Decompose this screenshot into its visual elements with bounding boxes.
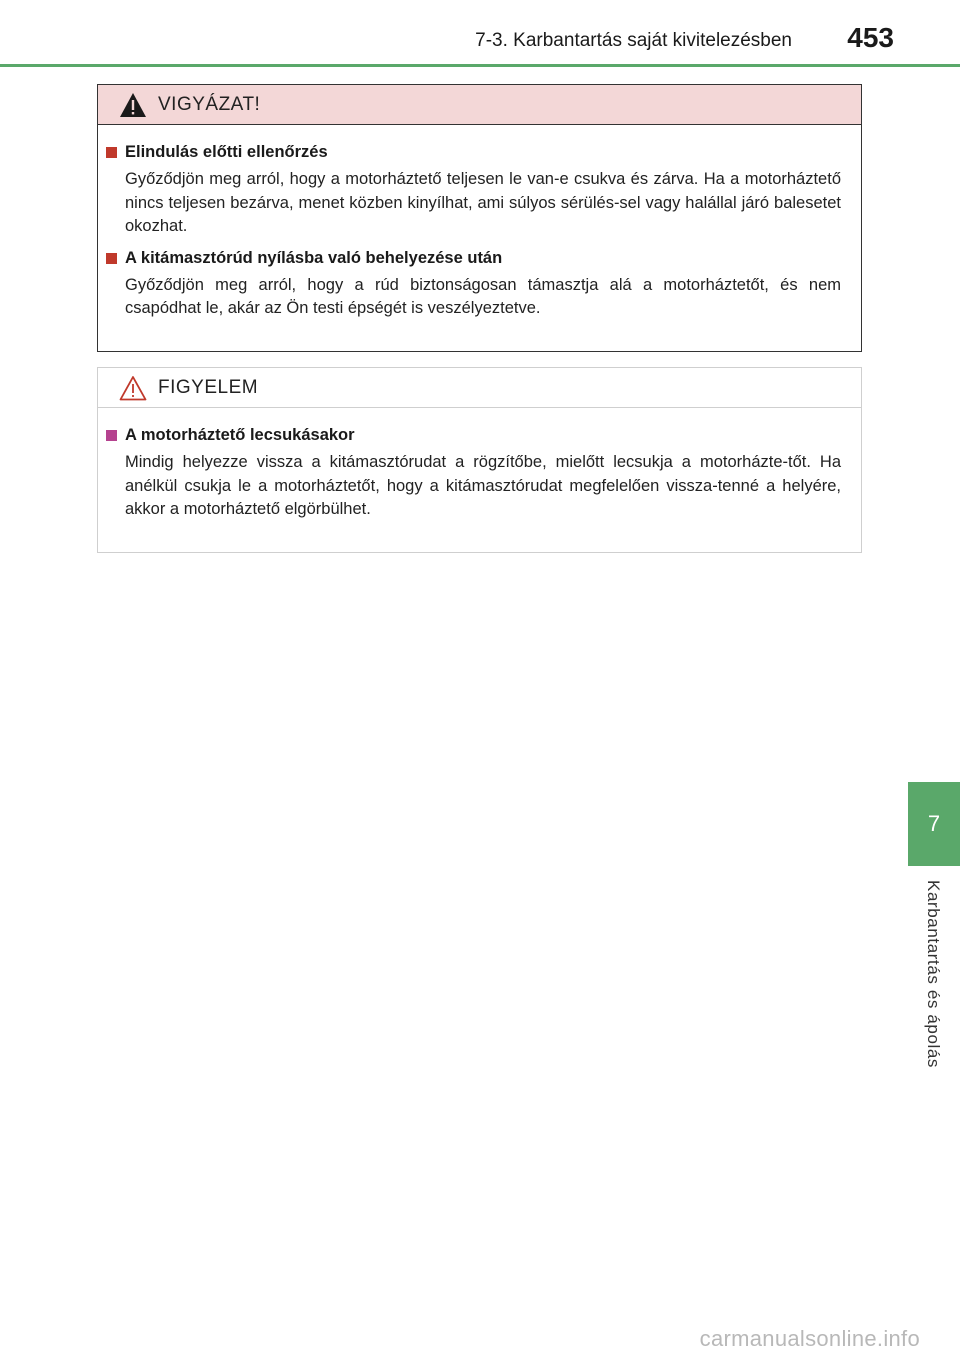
chapter-side-label — [912, 880, 954, 1085]
warning-item — [106, 249, 841, 321]
warning-box-header — [98, 85, 861, 125]
notice-item-title — [106, 426, 841, 445]
chapter-tab[interactable] — [908, 782, 960, 866]
warning-item — [106, 143, 841, 239]
warning-item-text: Győződjön meg arról, hogy a motorháztető teljesen le van-e csukva és zárva. Ha a motorháztető nincs teljesen bezárva, menet közben kinyílhat, ami súlyos sérülés-sel vagy halállal járó balesetet okozhat. — [125, 170, 841, 235]
square-bullet-icon — [106, 253, 117, 264]
warning-triangle-icon — [118, 91, 148, 119]
warning-item-title-text: Elindulás előtti ellenőrzés — [125, 143, 328, 161]
caution-triangle-icon — [118, 374, 148, 402]
notice-box — [97, 367, 862, 553]
header-divider — [0, 64, 960, 67]
notice-item-text: Mindig helyezze vissza a kitámasztórudat a rögzítőbe, mielőtt lecsukja a motorházte-tőt. Ha anélkül csukja le a motorháztetőt, hogy a kitámasztórudat megfelelően vissza-tenné a helyére, akkor a motorháztető elgörbülhet. — [125, 453, 841, 518]
square-bullet-icon — [106, 147, 117, 158]
notice-item-title-text: A motorháztető lecsukásakor — [125, 426, 355, 444]
section-title: 7-3. Karbantartás saját kivitelezésben — [475, 30, 792, 51]
notice-item — [106, 426, 841, 522]
warning-item-title — [106, 249, 841, 268]
warning-box-label: VIGYÁZAT! — [158, 93, 261, 115]
warning-box-body — [98, 125, 861, 321]
page-header — [0, 0, 960, 70]
page-number: 453 — [847, 22, 894, 53]
warning-item-text: Győződjön meg arról, hogy a rúd biztonságosan támasztja alá a motorháztetőt, és nem csapódhat le, akár az Ön testi épségét is veszélyeztetve. — [125, 275, 841, 317]
warning-item-title-text: A kitámasztórúd nyílásba való behelyezése után — [125, 248, 503, 267]
notice-box-header — [98, 368, 861, 408]
chapter-title: Karbantartás és ápolás — [924, 880, 943, 1069]
square-bullet-icon — [106, 430, 117, 441]
warning-item-title — [106, 143, 841, 162]
watermark: carmanualsonline.info — [699, 1326, 920, 1351]
notice-box-label: FIGYELEM — [158, 376, 259, 398]
warning-box — [97, 84, 862, 352]
notice-box-body — [98, 408, 861, 522]
chapter-number: 7 — [927, 811, 941, 836]
